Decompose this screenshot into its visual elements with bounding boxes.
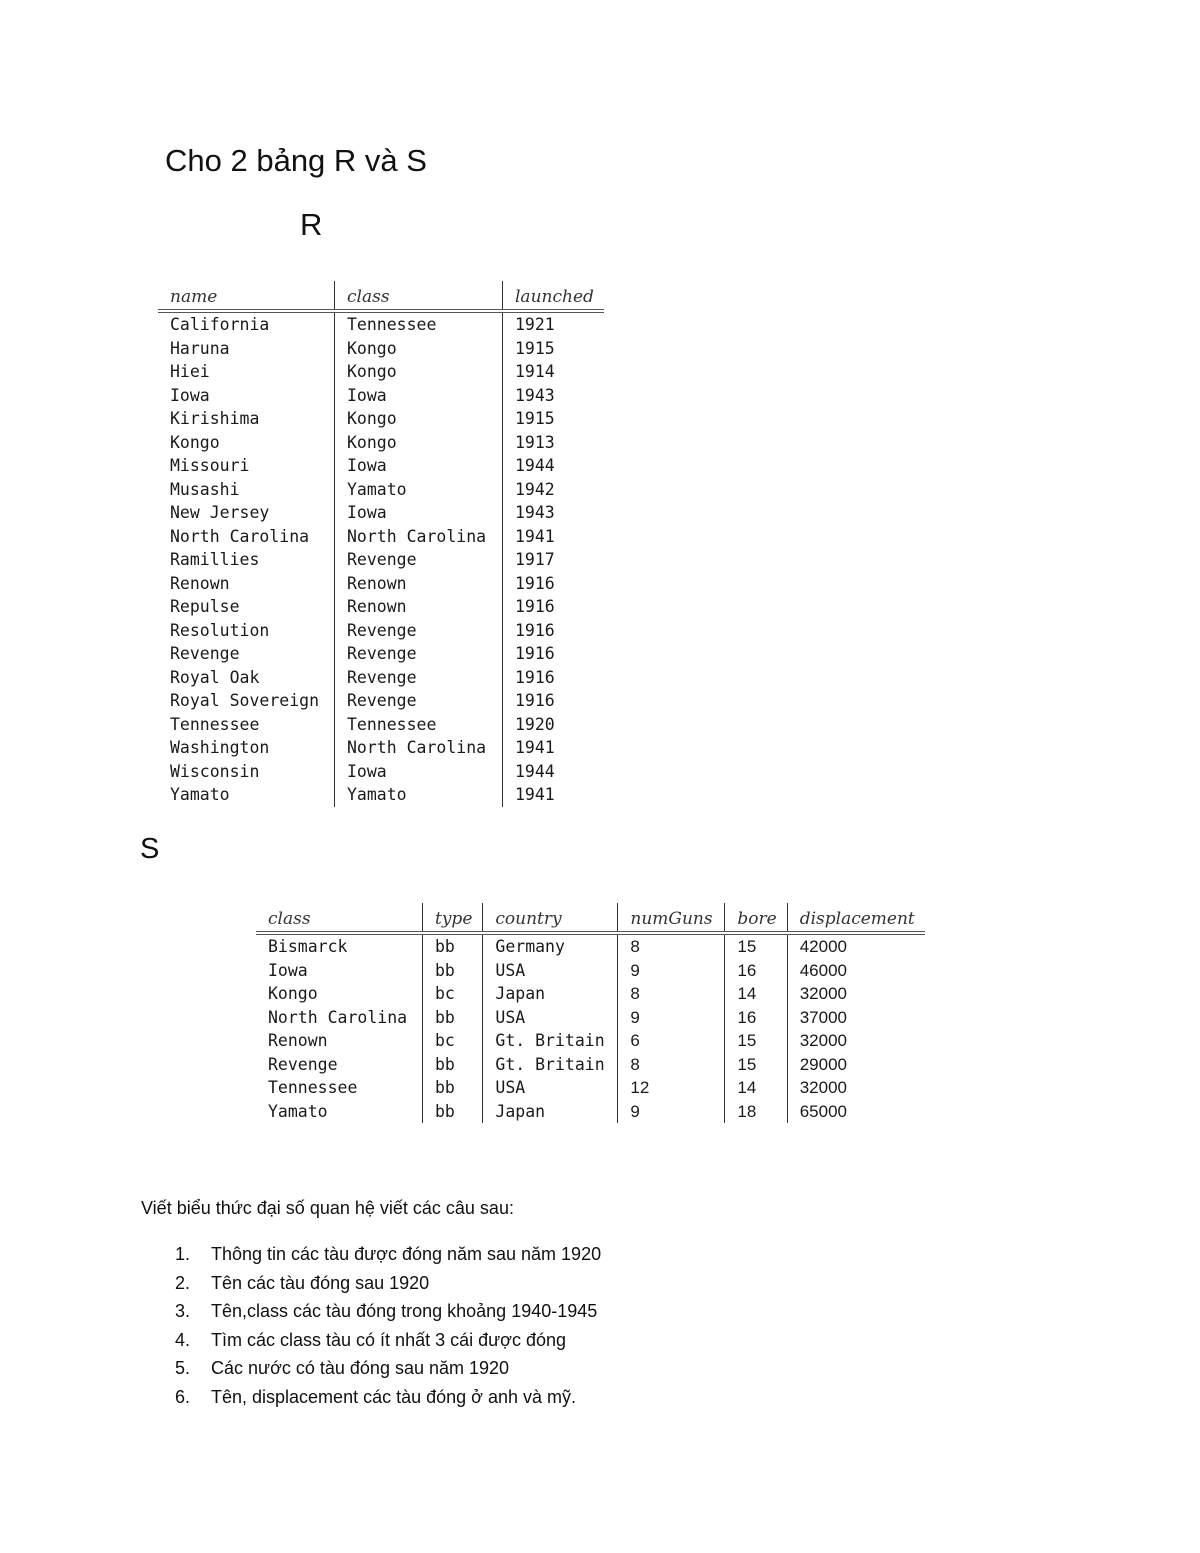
cell-class: Tennessee xyxy=(335,713,503,737)
cell-class: Iowa xyxy=(335,760,503,784)
cell-class: Revenge xyxy=(335,666,503,690)
column-header-name: name xyxy=(158,281,335,311)
table-row xyxy=(256,1100,925,1124)
table-row xyxy=(158,736,604,760)
table-row xyxy=(158,360,604,384)
cell-bore: 18 xyxy=(725,1100,787,1124)
question-number: 6. xyxy=(175,1386,191,1407)
cell-name: Kongo xyxy=(170,432,220,452)
table-row xyxy=(158,572,604,596)
cell-numguns: 8 xyxy=(618,933,725,959)
cell-country: Gt. Britain xyxy=(483,1029,618,1053)
cell-class: Renown xyxy=(335,595,503,619)
column-header-displacement: displacement xyxy=(787,903,925,933)
cell-class: North Carolina xyxy=(335,736,503,760)
cell-name: Repulse xyxy=(170,597,240,616)
cell-country: USA xyxy=(483,1006,618,1030)
cell-class: North Carolina xyxy=(268,1007,408,1027)
cell-country: USA xyxy=(483,959,618,983)
cell-class: North Carolina xyxy=(335,525,503,549)
column-header-class: class xyxy=(256,903,423,933)
cell-name: Royal Sovereign xyxy=(170,691,320,710)
exercise-intro: Viết biểu thức đại số quan hệ viết các câu sau: xyxy=(141,1198,514,1218)
cell-class: Iowa xyxy=(335,384,503,408)
table-row xyxy=(158,525,604,549)
cell-launched: 1941 xyxy=(503,783,604,807)
cell-bore: 14 xyxy=(725,982,787,1006)
table-header-row xyxy=(158,281,604,311)
cell-name: Yamato xyxy=(170,785,230,804)
cell-name: California xyxy=(170,315,270,334)
column-header-bore: bore xyxy=(725,903,787,933)
question-item xyxy=(175,1297,601,1326)
cell-type: bc xyxy=(423,982,483,1006)
table-row xyxy=(256,982,925,1006)
cell-launched: 1914 xyxy=(503,360,604,384)
cell-bore: 15 xyxy=(725,1053,787,1077)
cell-name: Washington xyxy=(170,738,270,757)
cell-type: bb xyxy=(423,1006,483,1030)
question-item xyxy=(175,1326,601,1355)
table-row xyxy=(158,619,604,643)
table-row xyxy=(158,595,604,619)
cell-country: Japan xyxy=(483,1100,618,1124)
cell-bore: 15 xyxy=(725,1029,787,1053)
question-number: 2. xyxy=(175,1272,191,1293)
cell-launched: 1916 xyxy=(503,595,604,619)
table-row xyxy=(256,1076,925,1100)
table-row xyxy=(256,933,925,959)
column-header-country: country xyxy=(483,903,618,933)
cell-numguns: 9 xyxy=(618,959,725,983)
table-row xyxy=(256,1053,925,1077)
cell-name: North Carolina xyxy=(170,526,310,546)
cell-numguns: 8 xyxy=(618,1053,725,1077)
cell-name: Hiei xyxy=(170,362,210,381)
cell-numguns: 6 xyxy=(618,1029,725,1053)
question-item xyxy=(175,1269,601,1298)
cell-class: Revenge xyxy=(268,1054,338,1074)
cell-class: Revenge xyxy=(335,619,503,643)
cell-launched: 1943 xyxy=(503,501,604,525)
cell-launched: 1916 xyxy=(503,572,604,596)
cell-class: Tennessee xyxy=(335,311,503,337)
question-text: Tìm các class tàu có ít nhất 3 cái được đóng xyxy=(211,1329,567,1350)
question-text: Thông tin các tàu được đóng năm sau năm 1920 xyxy=(211,1244,602,1264)
cell-launched: 1916 xyxy=(503,619,604,643)
cell-displacement: 65000 xyxy=(787,1100,925,1124)
cell-launched: 1916 xyxy=(503,666,604,690)
cell-displacement: 42000 xyxy=(787,933,925,959)
cell-launched: 1915 xyxy=(503,407,604,431)
cell-class: Tennessee xyxy=(268,1078,358,1097)
cell-class: Yamato xyxy=(335,478,503,502)
question-text: Tên, displacement các tàu đóng ở anh và mỹ. xyxy=(211,1386,577,1407)
cell-displacement: 32000 xyxy=(787,1029,925,1053)
cell-type: bb xyxy=(423,1100,483,1124)
table-row xyxy=(158,407,604,431)
question-number: 4. xyxy=(175,1329,191,1350)
table-row xyxy=(256,1029,925,1053)
cell-name: Kirishima xyxy=(170,409,260,428)
cell-name: Wisconsin xyxy=(170,761,260,781)
cell-name: Missouri xyxy=(170,456,250,475)
table-s-body xyxy=(256,933,925,1123)
table-r xyxy=(158,281,604,807)
cell-displacement: 37000 xyxy=(787,1006,925,1030)
cell-class: Iowa xyxy=(335,454,503,478)
cell-displacement: 46000 xyxy=(787,959,925,983)
cell-type: bb xyxy=(423,1053,483,1077)
cell-name: Ramillies xyxy=(170,550,260,569)
question-number: 1. xyxy=(175,1244,191,1264)
cell-name: New Jersey xyxy=(170,503,270,522)
question-item xyxy=(175,1383,601,1412)
cell-country: USA xyxy=(483,1076,618,1100)
cell-launched: 1921 xyxy=(503,311,604,337)
table-r-label: R xyxy=(300,207,323,242)
table-row xyxy=(158,760,604,784)
page-title: Cho 2 bảng R và S xyxy=(165,143,427,178)
table-row xyxy=(158,431,604,455)
cell-launched: 1917 xyxy=(503,548,604,572)
cell-launched: 1920 xyxy=(503,713,604,737)
cell-numguns: 8 xyxy=(618,982,725,1006)
cell-type: bb xyxy=(423,959,483,983)
cell-launched: 1942 xyxy=(503,478,604,502)
table-row xyxy=(158,689,604,713)
cell-class: Kongo xyxy=(335,407,503,431)
cell-class: Revenge xyxy=(335,642,503,666)
cell-name: Royal Oak xyxy=(170,667,260,687)
cell-class: Renown xyxy=(335,572,503,596)
question-item xyxy=(175,1354,601,1383)
cell-launched: 1916 xyxy=(503,642,604,666)
cell-class: Kongo xyxy=(335,431,503,455)
cell-displacement: 32000 xyxy=(787,1076,925,1100)
cell-numguns: 9 xyxy=(618,1100,725,1124)
cell-type: bc xyxy=(423,1029,483,1053)
column-header-numguns: numGuns xyxy=(618,903,725,933)
cell-class: Yamato xyxy=(268,1101,328,1121)
table-row xyxy=(158,311,604,337)
table-row xyxy=(158,501,604,525)
table-row xyxy=(158,454,604,478)
cell-displacement: 32000 xyxy=(787,982,925,1006)
cell-numguns: 9 xyxy=(618,1006,725,1030)
cell-name: Musashi xyxy=(170,479,240,499)
cell-name: Renown xyxy=(170,573,230,593)
cell-name: Tennessee xyxy=(170,714,260,734)
cell-class: Renown xyxy=(268,1031,328,1050)
cell-class: Kongo xyxy=(268,984,318,1003)
cell-class: Kongo xyxy=(335,360,503,384)
cell-country: Germany xyxy=(483,933,618,959)
table-row xyxy=(256,1006,925,1030)
table-row xyxy=(158,384,604,408)
question-text: Tên các tàu đóng sau 1920 xyxy=(211,1272,430,1293)
cell-launched: 1915 xyxy=(503,337,604,361)
cell-type: bb xyxy=(423,933,483,959)
question-number: 3. xyxy=(175,1301,191,1322)
cell-name: Haruna xyxy=(170,338,230,358)
cell-bore: 16 xyxy=(725,959,787,983)
question-text: Tên,class các tàu đóng trong khoảng 1940-1945 xyxy=(211,1301,598,1322)
cell-name: Revenge xyxy=(170,644,240,663)
cell-launched: 1913 xyxy=(503,431,604,455)
cell-name: Iowa xyxy=(170,385,210,405)
table-row xyxy=(158,548,604,572)
cell-type: bb xyxy=(423,1076,483,1100)
cell-class: Yamato xyxy=(335,783,503,807)
cell-launched: 1943 xyxy=(503,384,604,408)
column-header-class: class xyxy=(335,281,503,311)
table-row xyxy=(158,666,604,690)
table-r-body xyxy=(158,311,604,807)
cell-name: Resolution xyxy=(170,620,270,640)
table-header-row xyxy=(256,903,925,933)
table-s xyxy=(256,903,925,1123)
question-list xyxy=(175,1240,601,1412)
cell-numguns: 12 xyxy=(618,1076,725,1100)
table-row xyxy=(256,959,925,983)
question-item xyxy=(175,1240,601,1269)
cell-launched: 1941 xyxy=(503,736,604,760)
cell-bore: 14 xyxy=(725,1076,787,1100)
cell-bore: 15 xyxy=(725,933,787,959)
question-text: Các nước có tàu đóng sau năm 1920 xyxy=(211,1358,510,1379)
cell-displacement: 29000 xyxy=(787,1053,925,1077)
cell-class: Iowa xyxy=(335,501,503,525)
table-s-label: S xyxy=(140,833,160,865)
table-row xyxy=(158,713,604,737)
cell-class: Revenge xyxy=(335,689,503,713)
cell-bore: 16 xyxy=(725,1006,787,1030)
question-number: 5. xyxy=(175,1358,191,1379)
cell-class: Iowa xyxy=(268,960,308,980)
cell-class: Bismarck xyxy=(268,937,348,956)
cell-launched: 1944 xyxy=(503,454,604,478)
table-row xyxy=(158,783,604,807)
table-row xyxy=(158,478,604,502)
table-row xyxy=(158,337,604,361)
cell-launched: 1916 xyxy=(503,689,604,713)
cell-class: Kongo xyxy=(335,337,503,361)
cell-class: Revenge xyxy=(335,548,503,572)
cell-launched: 1944 xyxy=(503,760,604,784)
column-header-type: type xyxy=(423,903,483,933)
table-row xyxy=(158,642,604,666)
cell-launched: 1941 xyxy=(503,525,604,549)
cell-country: Japan xyxy=(483,982,618,1006)
column-header-launched: launched xyxy=(503,281,604,311)
cell-country: Gt. Britain xyxy=(483,1053,618,1077)
